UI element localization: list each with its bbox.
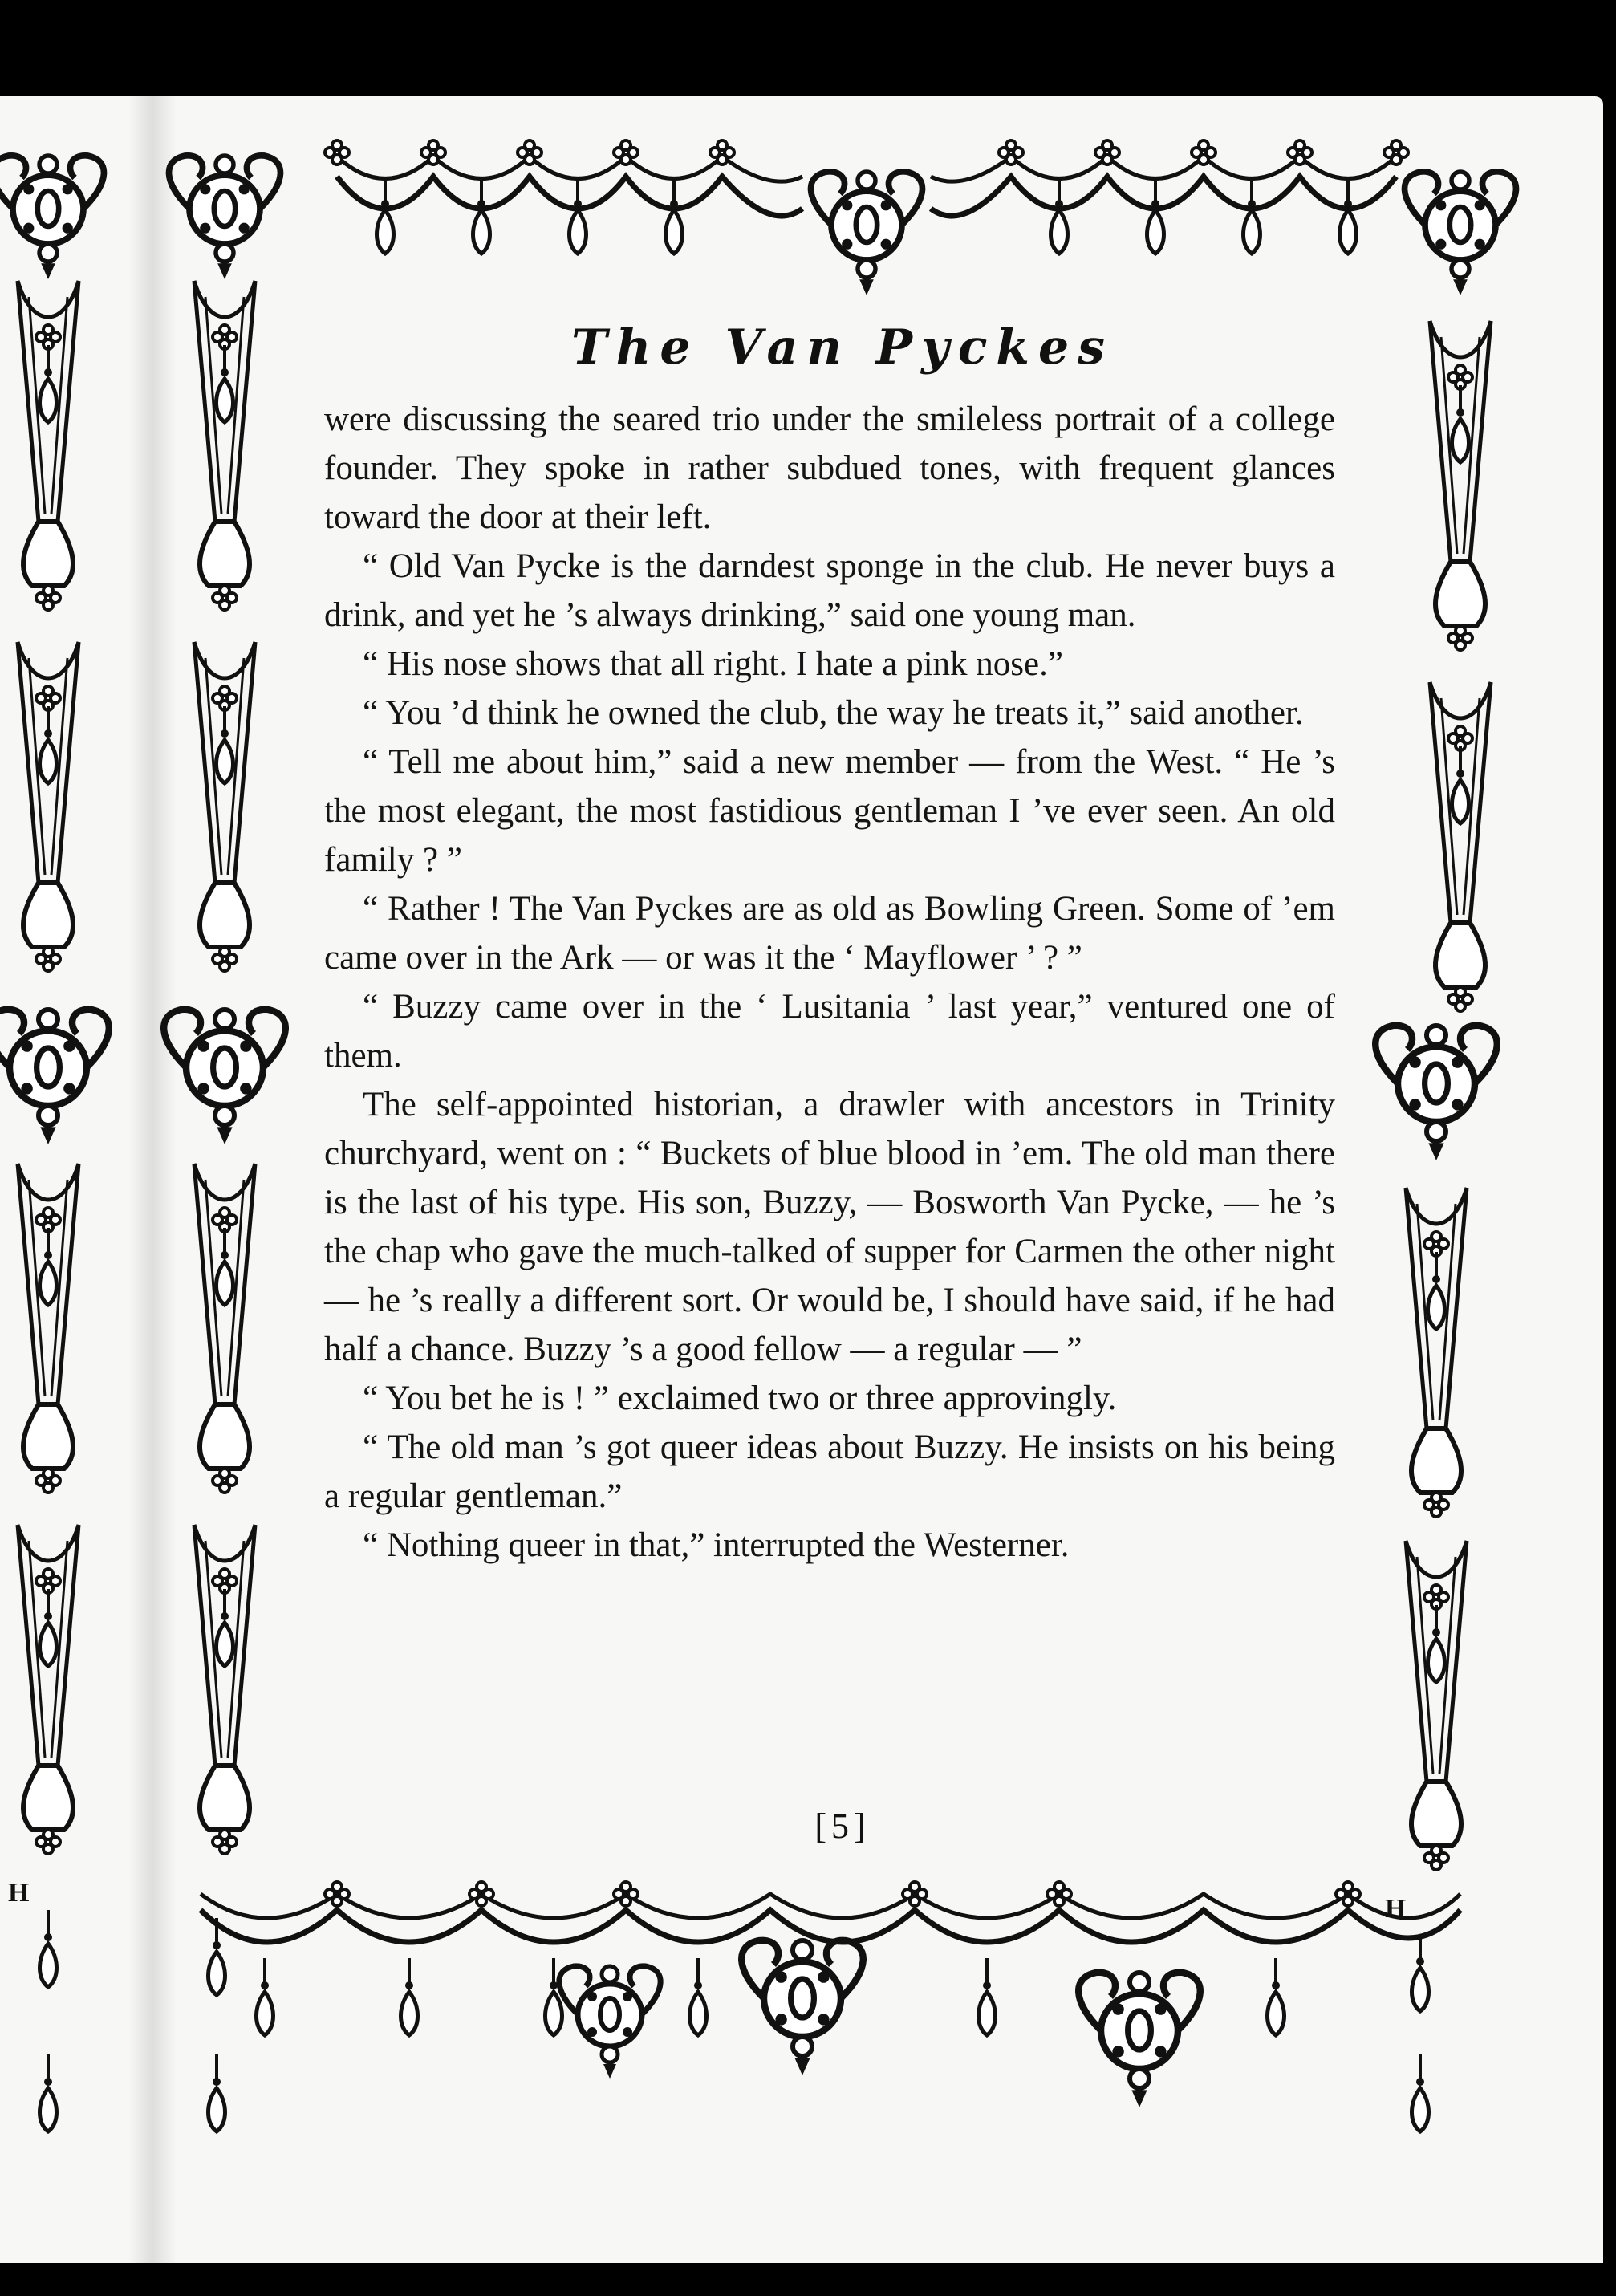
paragraph: “ Nothing queer in that,” interrupted the Westerner. [363,1526,1070,1564]
paragraph: The self-appointed historian, a drawler with ancestors in Trinity churchyard, went on : “ Buckets of blue blood in ’em. The old man there is the last of his type. His son, Buzzy, — Bosworth Van Pycke, — he ’s the chap who gave the much-talked of supper for Carmen the other night — he ’s really a different sort. Or would be, I should have said, if he had half a chance. Buzzy ’s a good fellow — a regular — ” [324,1086,1335,1368]
left-inner-column [164,156,286,2131]
paragraph: “ You bet he is ! ” exclaimed two or three approvingly. [363,1380,1117,1417]
page-number: [5] [814,1806,871,1846]
paragraph: “ Buzzy came over in the ‘ Lusitania ’ last year,” ventured one of them. [324,988,1335,1075]
left-outer-column [0,156,109,2131]
right-monogram: H [1385,1894,1407,1924]
paragraph: “ The old man ’s got queer ideas about Buzzy. He insists on his being a regular gentleman.” [324,1428,1335,1515]
paragraph: “ You ’d think he owned the club, the way he treats it,” said another. [363,694,1304,732]
paragraph: “ Tell me about him,” said a new member — from the West. “ He ’s the most elegant, the most fastidious gentleman I ’ve ever seen. An old family ? ” [324,743,1335,879]
running-title: The Van Pyckes [571,319,1114,376]
top-swag-border [325,140,1408,295]
paragraph: “ Rather ! The Van Pyckes are as old as Bowling Green. Some of ’em came over in the Ark — or was it the ‘ Mayflower ’ ? ” [324,890,1335,977]
left-monogram: H [8,1878,30,1908]
right-column [1375,172,1516,2131]
paragraph: “ Old Van Pycke is the darndest sponge in the club. He never buys a drink, and yet he ’s always drinking,” said one young man. [324,547,1335,634]
paragraph: were discussing the seared trio under the smileless portrait of a college founder. They spoke in rather subdued tones, with frequent glances toward the door at their left. [324,400,1335,536]
bottom-swag-border [201,1882,1460,2107]
body-text [324,395,1335,1570]
paragraph: “ His nose shows that all right. I hate a pink nose.” [363,645,1063,683]
